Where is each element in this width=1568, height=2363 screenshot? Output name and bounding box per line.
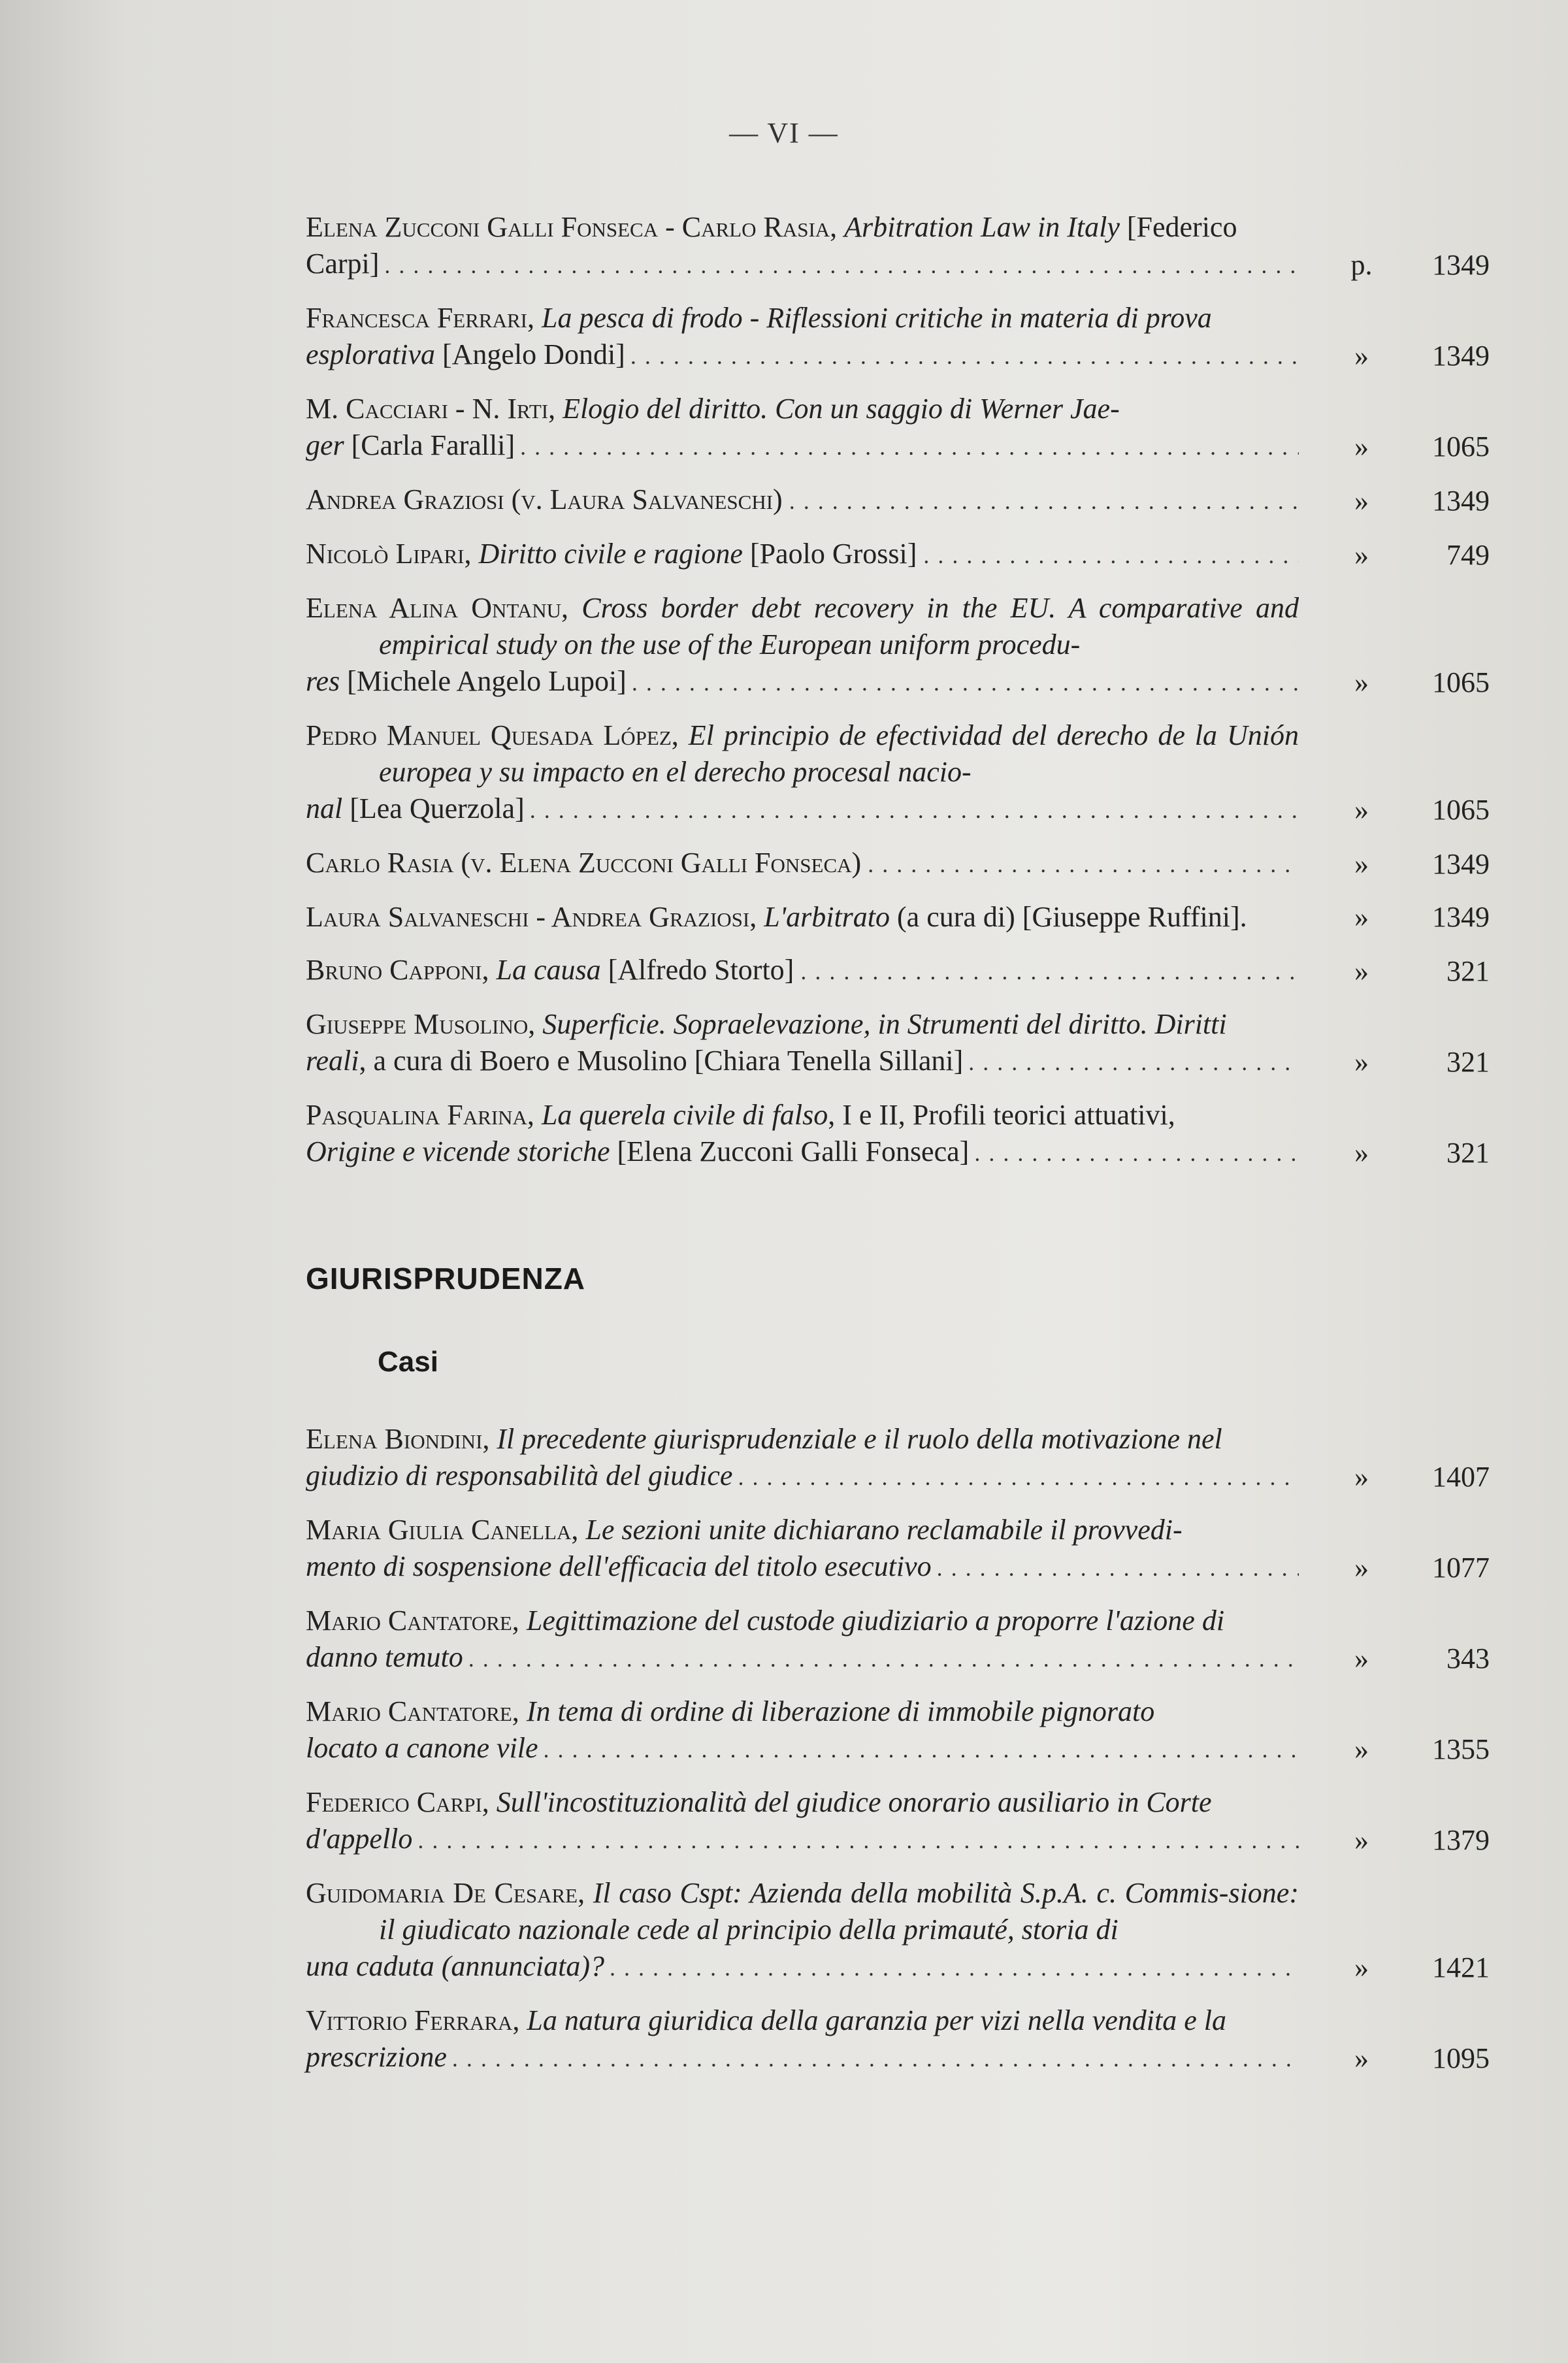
- dot-leader: [611, 1949, 1299, 1986]
- entry-title: La pesca di frodo - Riflessioni critiche in materia di prova: [542, 302, 1212, 334]
- entry-last-line: [306, 2039, 1299, 2077]
- entry-last-line: [306, 1458, 1299, 1495]
- section-heading: GIURISPRUDENZA: [306, 1262, 586, 1296]
- toc-entry: [306, 1006, 1490, 1081]
- page-prefix: »: [1354, 794, 1369, 826]
- toc-entry: [306, 391, 1490, 465]
- entry-last-line: [306, 1821, 1299, 1859]
- page-number-ref: 1349: [1432, 901, 1490, 933]
- page-prefix: »: [1354, 2042, 1369, 2074]
- entry-reviewer: [Elena Zucconi Galli Fonseca]: [610, 1135, 970, 1167]
- toc-entry: [306, 952, 1490, 990]
- entry-rest: [Paolo Grossi]: [742, 538, 917, 570]
- entry-last-line: [306, 336, 1299, 374]
- toc-entry: [306, 717, 1490, 828]
- entry-title-cont: mento di sospensione dell'efficacia del titolo esecutivo: [306, 1550, 932, 1582]
- entry-title-cont: reali: [306, 1045, 359, 1077]
- dot-leader: [470, 1640, 1299, 1677]
- entry-reviewer: [Michele Angelo Lupoi]: [340, 665, 627, 697]
- dot-leader: [632, 338, 1299, 374]
- toc-entry: [306, 536, 1490, 574]
- entry-last-line: [306, 663, 1299, 701]
- dot-leader: [789, 483, 1299, 519]
- page-number-ref: 1355: [1432, 1733, 1490, 1765]
- page-prefix: »: [1354, 1824, 1369, 1856]
- page-number-ref: 1077: [1432, 1552, 1490, 1584]
- page-number-ref: 749: [1446, 539, 1490, 571]
- entry-rest: [Alfredo Storto]: [600, 954, 794, 986]
- toc-entry: [306, 209, 1490, 284]
- entry-text: [306, 845, 1299, 883]
- dot-leader: [419, 1822, 1299, 1859]
- dot-leader: [453, 2040, 1299, 2077]
- page-prefix: »: [1354, 431, 1369, 463]
- dot-leader: [531, 792, 1299, 828]
- entry-title: La natura giuridica della garanzia per vizi nella vendita e la: [527, 2004, 1226, 2036]
- entry-title: Il precedente giurisprudenziale e il ruolo della motivazione nel: [497, 1423, 1222, 1455]
- page-prefix: »: [1354, 485, 1369, 517]
- dot-leader: [521, 429, 1299, 465]
- entry-title-cont: res: [306, 665, 340, 697]
- entry-last-line: [306, 790, 1299, 828]
- entry-title-cont: prescrizione: [306, 2041, 447, 2073]
- page-prefix: »: [1354, 1733, 1369, 1765]
- entry-text: [306, 1097, 1299, 1171]
- toc-entry: [306, 1784, 1490, 1859]
- entry-last-line: [306, 427, 1299, 465]
- dot-leader: [633, 664, 1299, 701]
- entry-author: Nicolò Lipari,: [306, 538, 472, 570]
- entry-last-line: [306, 1948, 1299, 1986]
- page-number-ref: 343: [1446, 1642, 1490, 1674]
- entry-last-line: [306, 246, 1299, 284]
- reviews-list: [306, 209, 1490, 1188]
- entry-last-line: [306, 1730, 1299, 1768]
- entry-text: [306, 2002, 1299, 2077]
- entry-text: [306, 1421, 1299, 1495]
- page-number-ref: 1349: [1432, 249, 1490, 281]
- toc-entry: [306, 1603, 1490, 1677]
- dot-leader: [545, 1731, 1299, 1768]
- entry-author: Federico Carpi,: [306, 1786, 489, 1818]
- dot-leader: [868, 846, 1299, 883]
- page-number-ref: 321: [1446, 1046, 1490, 1078]
- entry-author: Elena Zucconi Galli Fonseca - Carlo Rasia,: [306, 211, 838, 243]
- dot-leader: [800, 953, 1299, 990]
- entry-title-cont: esplorativa: [306, 338, 435, 370]
- entry-title: Arbitration Law in Italy: [844, 211, 1120, 243]
- toc-entry: [306, 845, 1490, 883]
- entry-rest: , in Strumenti del diritto. Diritti: [863, 1008, 1227, 1040]
- page-number-ref: 1095: [1432, 2042, 1490, 2074]
- page-number-ref: 1065: [1432, 666, 1490, 698]
- entry-author: Elena Alina Ontanu,: [306, 592, 569, 624]
- page-prefix: »: [1354, 539, 1369, 571]
- toc-entry: [306, 899, 1490, 936]
- entry-text: [306, 209, 1299, 284]
- page-number-ref: 1065: [1432, 794, 1490, 826]
- entry-title-cont: una caduta (annunciata)?: [306, 1950, 605, 1982]
- entry-author: Laura Salvaneschi - Andrea Graziosi,: [306, 901, 757, 933]
- entry-text: [306, 481, 1299, 519]
- entry-title: Sull'incostituzionalità del giudice onorario ausiliario in Corte: [496, 1786, 1212, 1818]
- page-prefix: »: [1354, 1046, 1369, 1078]
- page-prefix: »: [1354, 901, 1369, 933]
- entry-author: Guidomaria De Cesare,: [306, 1877, 585, 1909]
- entry-rest: , I e II, Profili teorici attuativi,: [828, 1099, 1175, 1131]
- toc-entry: [306, 590, 1490, 701]
- entry-rest: [Federico: [1119, 211, 1237, 243]
- page-prefix: »: [1354, 340, 1369, 372]
- toc-entry: [306, 2002, 1490, 2077]
- entry-text: [306, 590, 1299, 701]
- entry-author: Bruno Capponi,: [306, 954, 489, 986]
- entry-text: [306, 717, 1299, 828]
- entry-title: Cross border debt recovery in the EU. A comparative and empirical study on the use of the European uniform procedu-: [379, 592, 1299, 660]
- entry-title-cont: locato a canone vile: [306, 1732, 538, 1764]
- entry-title: El principio de efectividad del derecho de la Unión europea y su impacto en el derecho procesal nacio-: [379, 719, 1299, 788]
- page-number-ref: 1407: [1432, 1461, 1490, 1493]
- dot-leader: [739, 1459, 1299, 1495]
- entry-title-cont: giudizio di responsabilità del giudice: [306, 1459, 733, 1491]
- entry-line: [306, 481, 1299, 519]
- entry-text: [306, 1784, 1299, 1859]
- toc-entry: [306, 481, 1490, 519]
- page-number: — VI —: [729, 117, 839, 149]
- entry-last-line: [306, 1043, 1299, 1081]
- page-number-ref: 1421: [1432, 1951, 1490, 1983]
- entry-text: [306, 1875, 1299, 1986]
- entry-text: [306, 536, 1299, 574]
- entry-author: Carlo Rasia (v. Elena Zucconi Galli Fonseca): [306, 847, 862, 879]
- dot-leader: [938, 1550, 1299, 1586]
- entry-reviewer: [Angelo Dondi]: [434, 338, 625, 370]
- entry-title-cont: nal: [306, 792, 343, 824]
- toc-entry: [306, 300, 1490, 374]
- toc-entry: [306, 1512, 1490, 1586]
- page-prefix: »: [1354, 1951, 1369, 1983]
- entry-title: La causa: [496, 954, 601, 986]
- page-prefix: »: [1354, 848, 1369, 880]
- entry-title: Legittimazione del custode giudiziario a proporre l'azione di: [526, 1605, 1225, 1637]
- entry-author: Francesca Ferrari,: [306, 302, 534, 334]
- entry-author: Andrea Graziosi (v. Laura Salvaneschi): [306, 483, 783, 515]
- entry-text: [306, 391, 1299, 465]
- entry-author: Vittorio Ferrara,: [306, 2004, 520, 2036]
- page-prefix: »: [1354, 955, 1369, 987]
- entry-text: [306, 952, 1299, 990]
- page-number-ref: 1349: [1432, 485, 1490, 517]
- entry-title: Diritto civile e ragione: [478, 538, 743, 570]
- entry-text: [306, 300, 1299, 374]
- entry-reviewer: Carpi]: [306, 248, 380, 280]
- entry-title: In tema di ordine di liberazione di immobile pignorato: [526, 1695, 1155, 1727]
- entry-last-line: [306, 1548, 1299, 1586]
- entry-author: Elena Biondini,: [306, 1423, 490, 1455]
- entry-reviewer: [Lea Querzola]: [342, 792, 525, 824]
- entry-title-cont: d'appello: [306, 1823, 413, 1855]
- entry-line: [306, 536, 1299, 574]
- entry-author: Pedro Manuel Quesada López,: [306, 719, 679, 751]
- entry-reviewer: [Carla Faralli]: [344, 429, 515, 461]
- entry-title: La querela civile di falso: [541, 1099, 828, 1131]
- entry-text: [306, 899, 1299, 936]
- subsection-heading: Casi: [378, 1346, 438, 1378]
- entry-title-cont: danno temuto: [306, 1641, 463, 1673]
- dot-leader: [970, 1044, 1299, 1081]
- entry-text: [306, 1006, 1299, 1081]
- entry-author: M. Cacciari - N. Irti,: [306, 393, 556, 425]
- entry-title: L'arbitrato: [764, 901, 890, 933]
- entry-title: Elogio del diritto. Con un saggio di Werner Jae-: [563, 393, 1120, 425]
- dot-leader: [923, 537, 1299, 574]
- entry-text: [306, 1603, 1299, 1677]
- page-number-ref: 1349: [1432, 848, 1490, 880]
- entry-rest: (a cura di) [Giuseppe Ruffini].: [890, 901, 1247, 933]
- toc-entry: [306, 1875, 1490, 1986]
- entry-author: Pasqualina Farina,: [306, 1099, 534, 1131]
- page-prefix: »: [1354, 1461, 1369, 1493]
- toc-entry: [306, 1097, 1490, 1171]
- page-number-ref: 1379: [1432, 1824, 1490, 1856]
- entry-author: Mario Cantatore,: [306, 1695, 519, 1727]
- entry-author: Maria Giulia Canella,: [306, 1514, 579, 1546]
- page-number-ref: 321: [1446, 955, 1490, 987]
- entry-title-cont: ger: [306, 429, 344, 461]
- entry-title: Superficie. Sopraelevazione: [542, 1008, 864, 1040]
- page-prefix: »: [1354, 666, 1369, 698]
- entry-reviewer: , a cura di Boero e Musolino [Chiara Tenella Sillani]: [359, 1045, 964, 1077]
- cases-list: [306, 1421, 1490, 2093]
- entry-last-line: [306, 1639, 1299, 1677]
- page-prefix: p.: [1350, 249, 1373, 281]
- entry-line: [306, 952, 1299, 990]
- dot-leader: [975, 1135, 1299, 1171]
- toc-entry: [306, 1693, 1490, 1768]
- entry-title-cont: Origine e vicende storiche: [306, 1135, 610, 1167]
- entry-last-line: [306, 1133, 1299, 1171]
- page-number-ref: 321: [1446, 1137, 1490, 1169]
- page-prefix: »: [1354, 1642, 1369, 1674]
- dot-leader: [385, 247, 1299, 284]
- entry-title: Le sezioni unite dichiarano reclamabile il provvedi-: [585, 1514, 1183, 1546]
- page-prefix: »: [1354, 1137, 1369, 1169]
- entry-title: Il caso Cspt: Azienda della mobilità S.p.A. c. Commis-sione: il giudicato nazionale cede al principio della primauté, storia di: [379, 1877, 1299, 1946]
- entry-author: Mario Cantatore,: [306, 1605, 519, 1637]
- entry-line: [306, 845, 1299, 883]
- page-number-ref: 1065: [1432, 431, 1490, 463]
- entry-text: [306, 1512, 1299, 1586]
- entry-author: Giuseppe Musolino,: [306, 1008, 536, 1040]
- entry-text: [306, 1693, 1299, 1768]
- toc-entry: [306, 1421, 1490, 1495]
- entry-line: [306, 899, 1299, 936]
- page-prefix: »: [1354, 1552, 1369, 1584]
- page-number-ref: 1349: [1432, 340, 1490, 372]
